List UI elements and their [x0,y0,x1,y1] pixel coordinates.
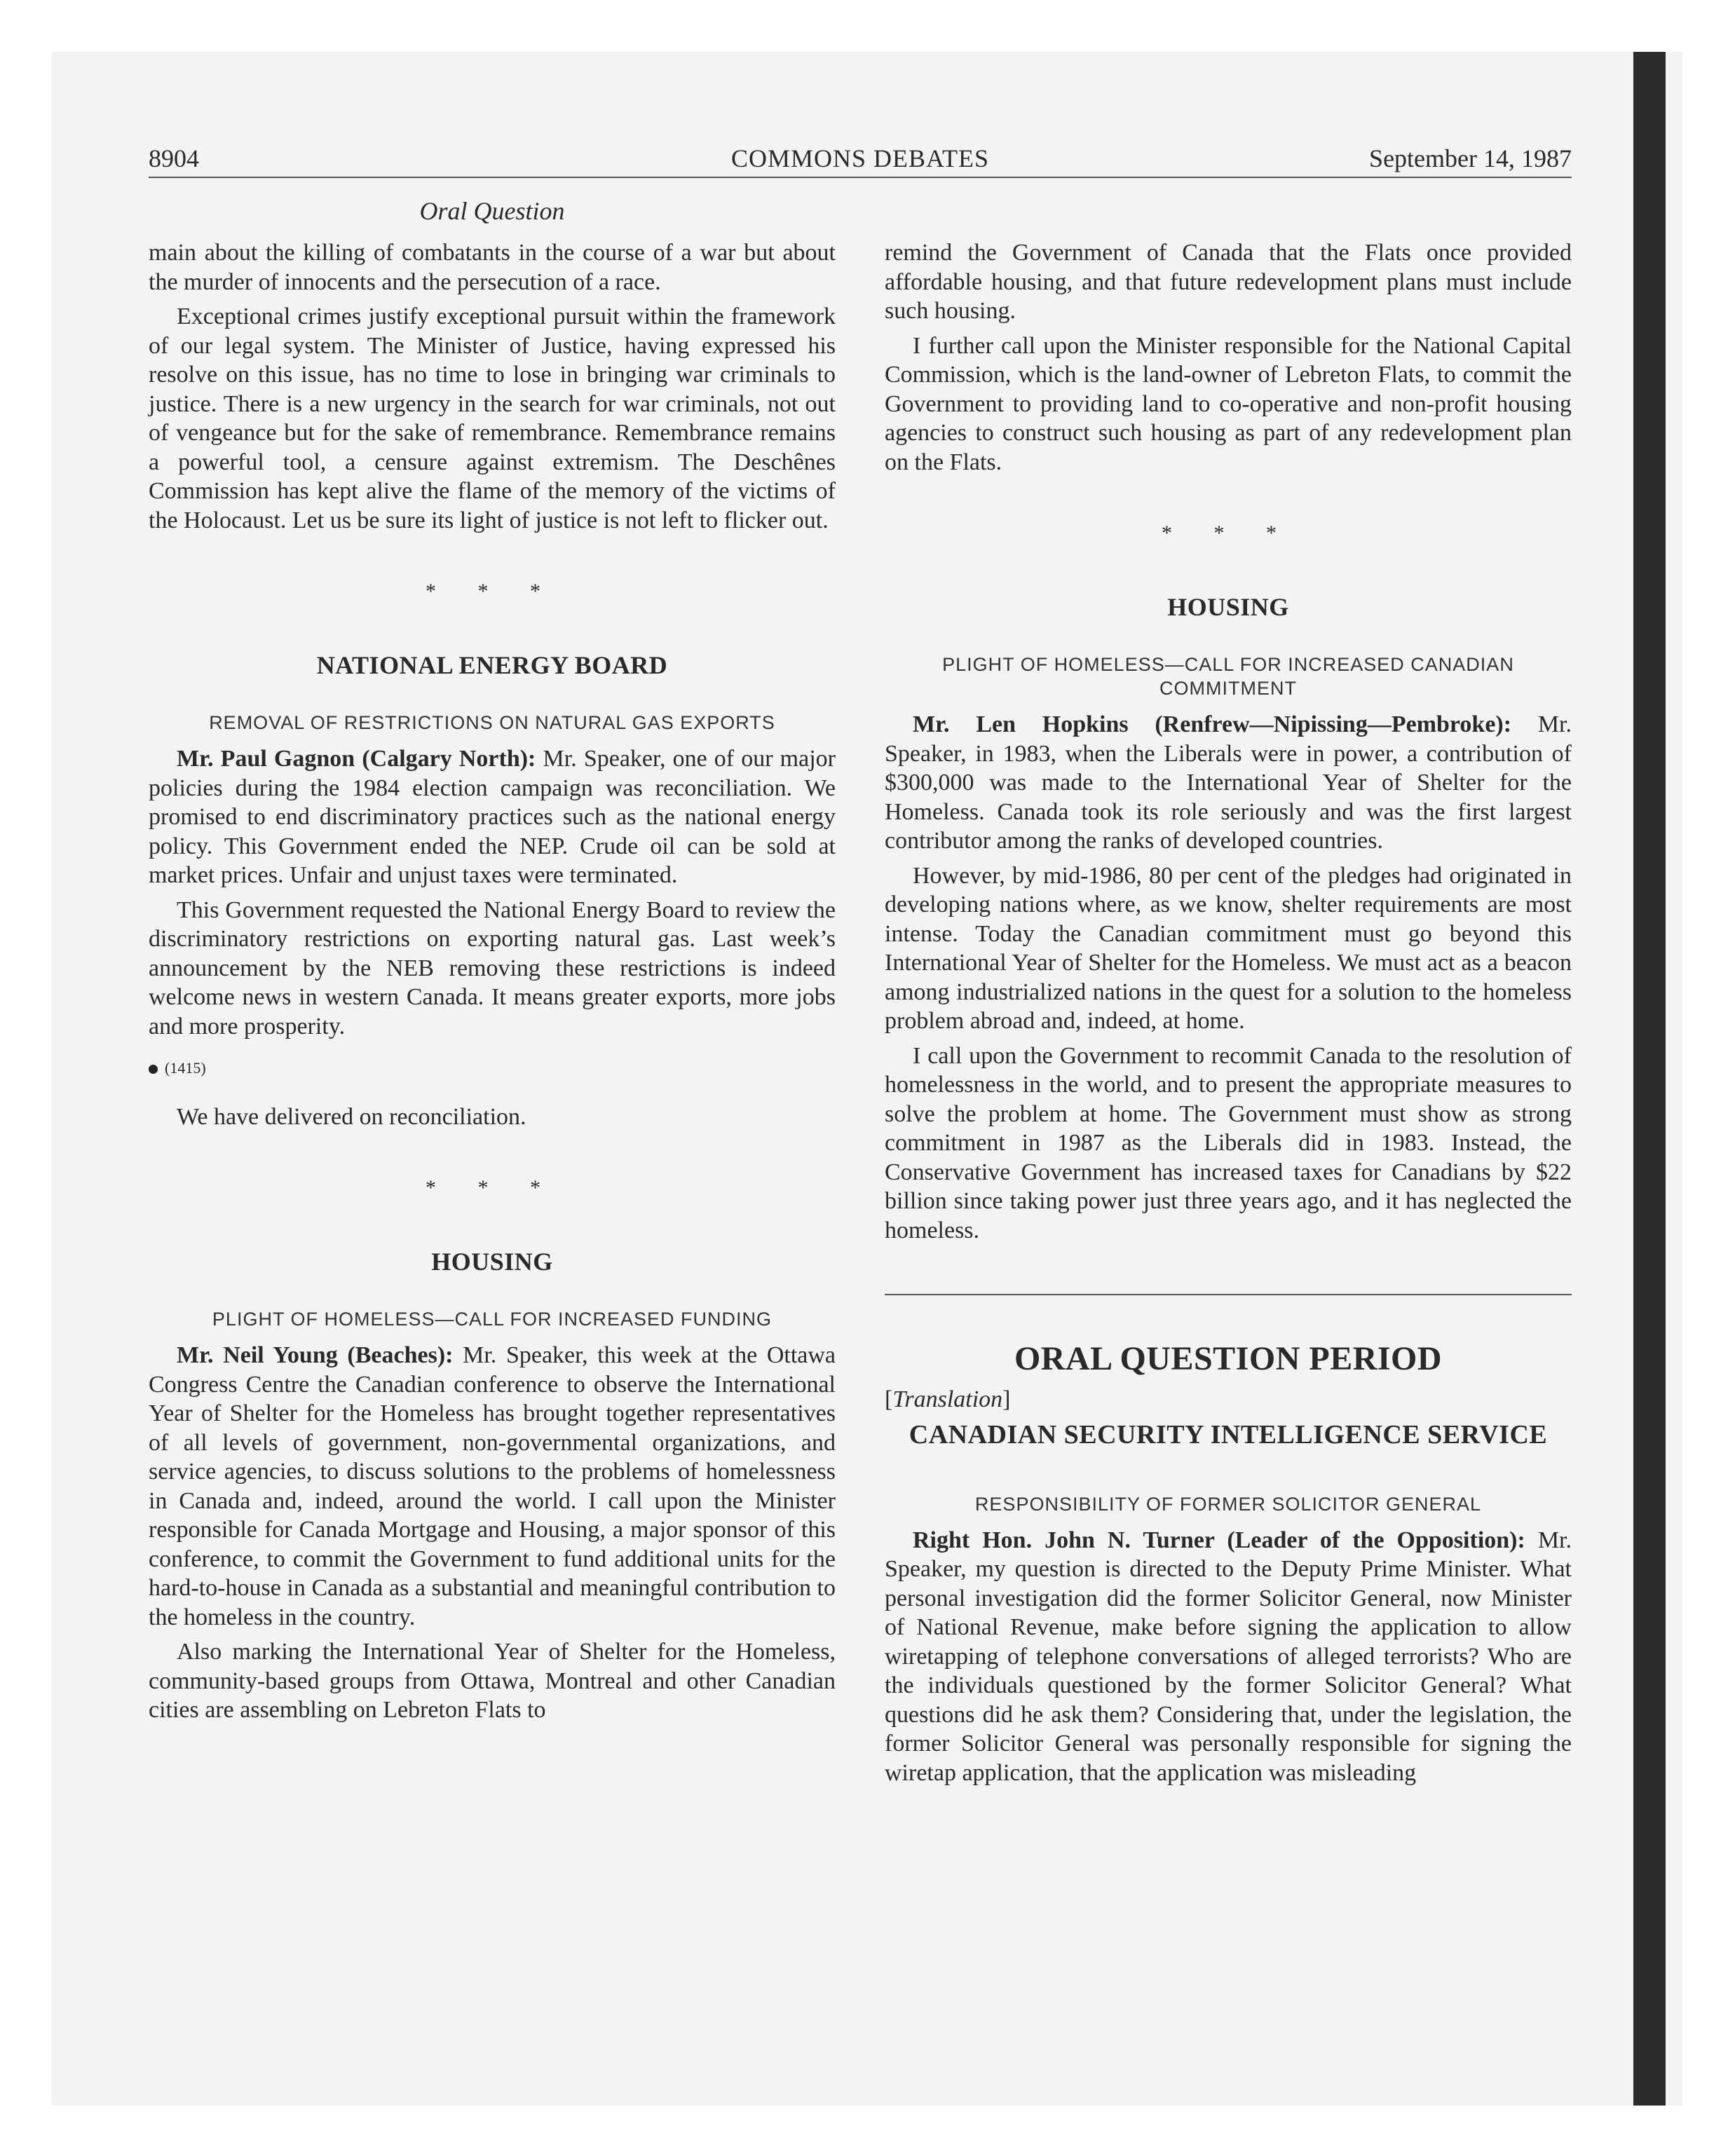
scan-edge-bar [1633,52,1666,2106]
horizontal-rule [885,1294,1572,1295]
bracket-open: [ [885,1386,893,1412]
subheading-housing: PLIGHT OF HOMELESS—CALL FOR INCREASED FUNDING [212,1309,773,1330]
section-heading-csis: CANADIAN SECURITY INTELLIGENCE SERVICE [909,1420,1548,1449]
major-heading: ORAL QUESTION PERIOD [1014,1340,1443,1377]
section-heading-housing: HOUSING [1167,592,1289,621]
speaker-name: Mr. Paul Gagnon (Calgary North): [177,746,536,772]
speaker-name: Mr. Len Hopkins (Renfrew—Nipissing—Pembroke): [913,711,1512,737]
time-marker [149,1053,836,1083]
statement-text: Mr. Speaker, this week at the Ottawa Congress Centre the Canadian conference to observe the International Year of Shelter for the Homeless has brought together representatives of all levels of government, non-governmental organizations, and service agencies, to discuss solutions to the problems of homelessness in Canada and, indeed, around the world. I call upon the Minister responsible for Canada Mortgage and Housing, a major sponsor of this conference, to commit the Government to fund additional units for the hard-to-house in Canada as a substantial and meaningful contribution to the homeless in the country. [149,1342,836,1630]
bracket-close: ] [1002,1386,1011,1412]
statement-paragraph [149,744,836,890]
statement-paragraph [885,710,1572,856]
statement-paragraph [149,1341,836,1632]
section-divider-stars: * * * [1162,521,1295,545]
paragraph: This Government requested the National Energy Board to review the discriminatory restrictions on exporting natural gas. Last week’s announcement by the NEB removing these restrictions is indeed welcome news in western Canada. It means greater exports, more jobs and more prosperity. [149,896,836,1039]
subheading-neb: REMOVAL OF RESTRICTIONS ON NATURAL GAS EXPORTS [209,712,775,733]
section-heading-housing: HOUSING [431,1247,553,1276]
section-subheader: Oral Question [419,197,565,225]
subheading-csis: RESPONSIBILITY OF FORMER SOLICITOR GENERAL [974,1493,1482,1515]
translation-text: Translation [892,1386,1003,1412]
translation-label [885,1385,1572,1414]
statement-text: Mr. Speaker, in 1983, when the Liberals were in power, a contribution of $300,000 was made to the International Year of Shelter for the Homeless. Canada took its role seriously and was the first largest contributor among the ranks of developed countries. [885,711,1572,854]
paragraph: Also marking the International Year of Shelter for the Homeless, community-based groups from Ottawa, Montreal and other Canadian cities are assembling on Lebreton Flats to [149,1639,836,1723]
time-marker-label: (1415) [165,1059,206,1077]
running-header [149,140,1572,178]
publication-date: September 14, 1987 [1369,144,1572,172]
paragraph: I further call upon the Minister responsible for the National Capital Commission, which is the land-owner of Lebreton Flats, to commit the Government to providing land to co-operative and non-profit housing agencies to construct such housing as part of any redevelopment plan on the Flats. [885,332,1572,475]
section-heading-neb: NATIONAL ENERGY BOARD [316,650,668,679]
publication-title: COMMONS DEBATES [730,144,990,172]
statement-text: Mr. Speaker, one of our major policies during the 1984 election campaign was reconciliation. We promised to end discriminatory practices such as the national energy policy. This Government ended the NEP. Crude oil can be sold at market prices. Unfair and unjust taxes were terminated. [149,746,836,888]
paragraph: main about the killing of combatants in the course of a war but about the murder of innocents and the persecution of a race. [149,240,836,295]
statement-paragraph [885,1526,1572,1788]
left-column [149,238,836,1731]
paragraph: However, by mid-1986, 80 per cent of the pledges had originated in developing nations where, as we know, shelter requirements are most intense. Today the Canadian commitment must go beyond this International Year of Shelter for the Homeless. We must act as a beacon among industrialized nations in the quest for a solution to the homeless problem abroad and, indeed, at home. [885,862,1572,1034]
speaker-name: Mr. Neil Young (Beaches): [177,1342,454,1368]
document-page [149,140,1572,2075]
section-divider-stars: * * * [426,580,559,603]
paragraph: Exceptional crimes justify exceptional pursuit within the framework of our legal system. The Minister of Justice, having expressed his resolve on this issue, has no time to lose in bringing war criminals to justice. There is a new urgency in the search for war criminals, not out of vengeance but for the sake of remembrance. Remembrance remains a powerful tool, a censure against extremism. The Deschênes Commission has kept alive the flame of the memory of the victims of the Holocaust. Let us be sure its light of justice is not left to flicker out. [149,303,836,533]
statement-text: Mr. Speaker, my question is directed to the Deputy Prime Minister. What personal investigation did the former Solicitor General, now Minister of National Revenue, make before signing the application to allow wiretapping of telephone conversations of alleged terrorists? Who are the individuals questioned by the former Solicitor General? What questions did he ask them? Considering that, under the legislation, the former Solicitor General was personally responsible for signing the wiretap application, that the application was misleading [885,1527,1572,1786]
subheading-housing: PLIGHT OF HOMELESS—CALL FOR INCREASED CANADIAN COMMITMENT [942,654,1514,699]
paragraph: remind the Government of Canada that the Flats once provided affordable housing, and that future redevelopment plans must include such housing. [885,240,1572,324]
bullet-icon [149,1065,158,1074]
speaker-name: Right Hon. John N. Turner (Leader of the Opposition): [913,1527,1525,1553]
right-column [885,238,1572,1793]
page-number: 8904 [149,144,199,172]
paragraph: We have delivered on reconciliation. [177,1103,526,1130]
section-divider-stars: * * * [426,1176,559,1199]
paragraph: I call upon the Government to recommit Canada to the resolution of homelessness in the world, and to present the appropriate measures to solve the problem at home. The Government must show as strong commitment in 1987 as the Liberals did in 1983. Instead, the Conservative Government has increased taxes for Canadians by $22 billion since taking power just three years ago, and it has neglected the homeless. [885,1042,1572,1243]
